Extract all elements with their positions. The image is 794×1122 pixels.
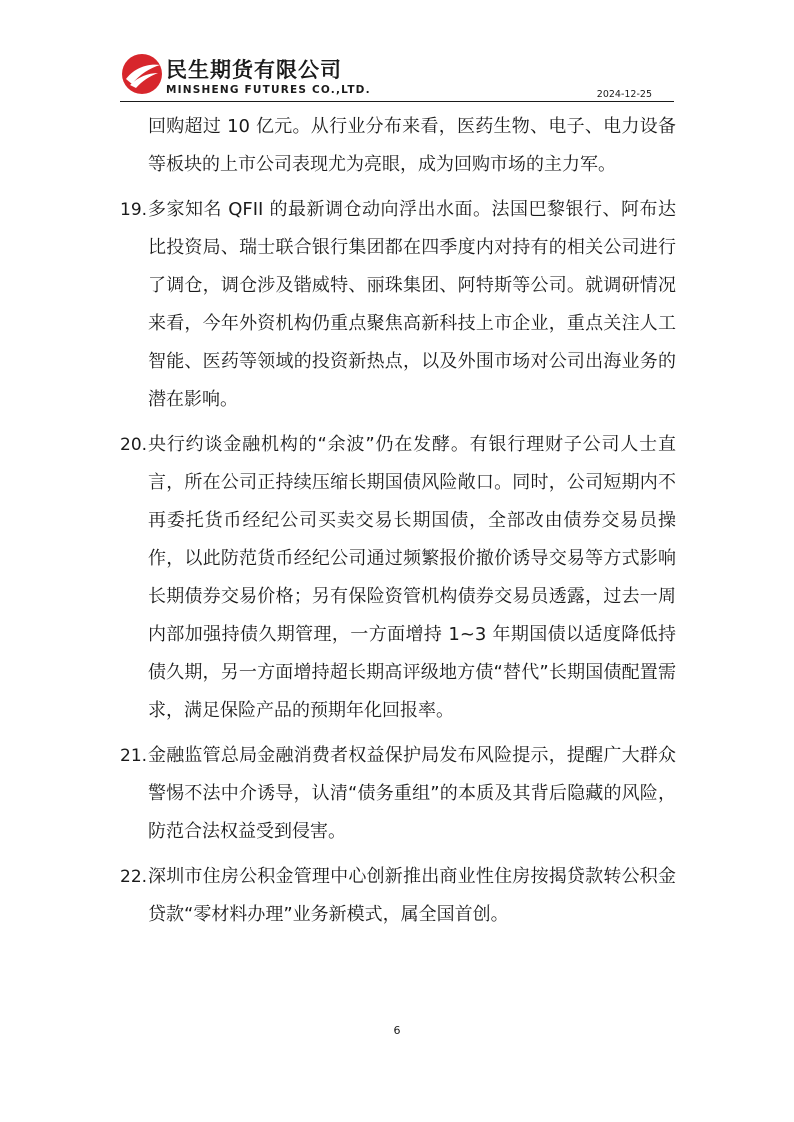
item-number: 20. [120,435,148,455]
continuation-paragraph: 回购超过 10 亿元。从行业分布来看，医药生物、电子、电力设备等板块的上市公司表现尤为亮眼，成为回购市场的主力军。 [148,116,676,175]
page-header [120,52,674,102]
news-item-21 [120,737,676,851]
company-logo-icon [120,52,164,96]
item-text: 多家知名 QFII 的最新调仓动向浮出水面。法国巴黎银行、阿布达比投资局、瑞士联合银行集团都在四季度内对持有的相关公司进行了调仓，调仓涉及锴威特、丽珠集团、阿特斯等公司。就调研情况来看，今年外资机构仍重点聚焦高新科技上市企业，重点关注人工智能、医药等领域的投资新热点，以及外围市场对公司出海业务的潜在影响。 [148,199,676,410]
item-text: 深圳市住房公积金管理中心创新推出商业性住房按揭贷款转公积金贷款“零材料办理”业务新模式，属全国首创。 [148,866,676,925]
header-divider [120,101,674,102]
page-number: 6 [393,1024,401,1037]
item-number: 22. [120,867,148,887]
item-number: 21. [120,746,148,766]
report-date: 2024-12-25 [596,89,652,100]
news-item-20 [120,426,676,730]
item-text: 金融监管总局金融消费者权益保护局发布风险提示，提醒广大群众警惕不法中介诱导，认清“债务重组”的本质及其背后隐藏的风险，防范合法权益受到侵害。 [148,745,676,842]
news-item-22 [120,858,676,934]
item-number: 19. [120,200,148,220]
company-name-en: MINSHENG FUTURES CO.,LTD. [166,84,371,96]
company-name-cn: 民生期货有限公司 [166,58,342,82]
news-item-19 [120,191,676,419]
document-body [120,108,676,941]
item-text: 央行约谈金融机构的“余波”仍在发酵。有银行理财子公司人士直言，所在公司正持续压缩长期国债风险敞口。同时，公司短期内不再委托货币经纪公司买卖交易长期国债，全部改由债券交易员操作，以此防范货币经纪公司通过频繁报价撤价诱导交易等方式影响长期债券交易价格；另有保险资管机构债券交易员透露，过去一周内部加强持债久期管理，一方面增持 1~3 年期国债以适度降低持债久期，另一方面增持超长期高评级地方债“替代”长期国债配置需求，满足保险产品的预期年化回报率。 [148,434,676,721]
